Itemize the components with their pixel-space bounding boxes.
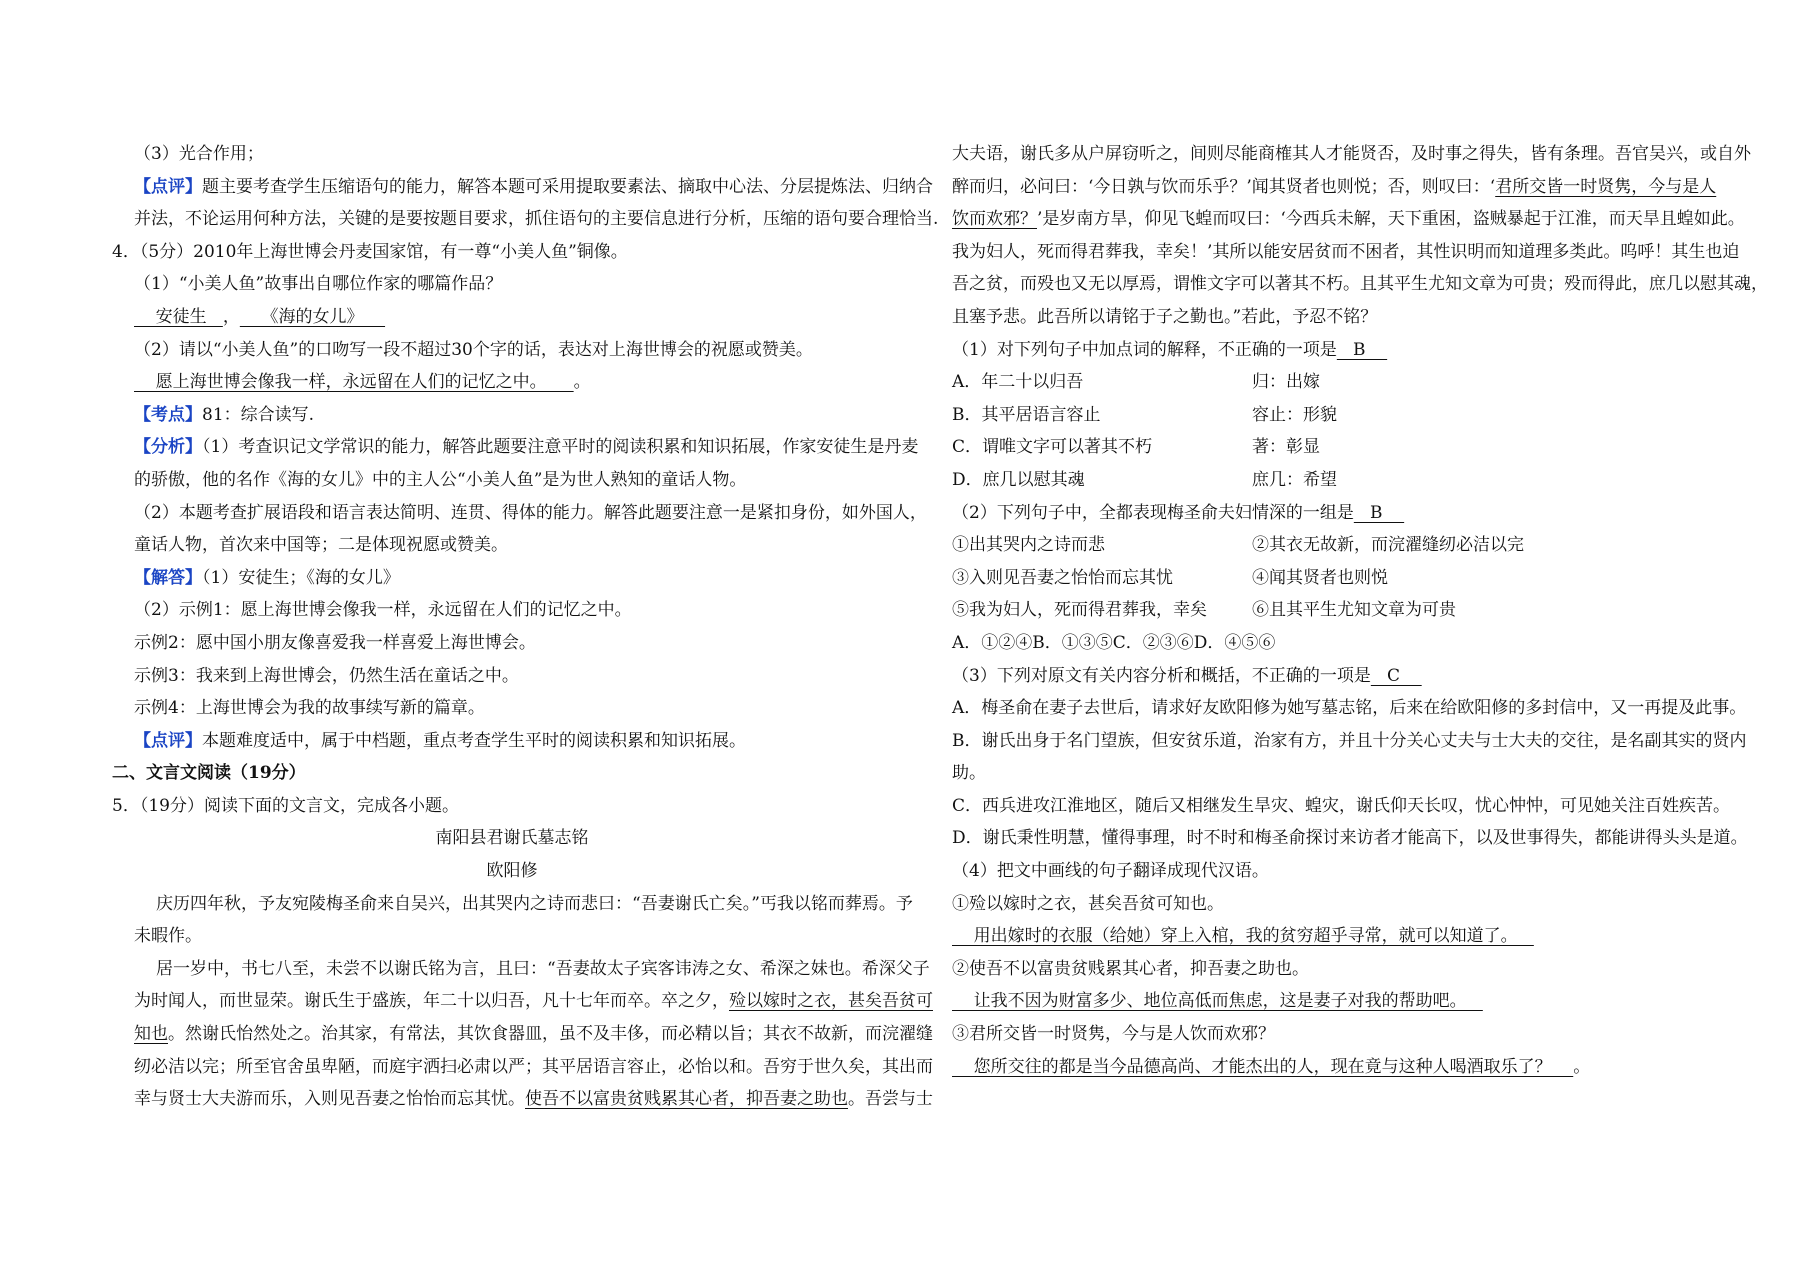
line-text: ②使吾不以富贵贫贱累其心者，抑吾妻之助也。: [952, 958, 1309, 979]
text-line: [112, 627, 912, 660]
text-line: [952, 920, 1722, 953]
text-line: [112, 301, 912, 334]
option-cell: 归：出嫁: [1252, 372, 1320, 393]
text-line: [112, 920, 912, 953]
underlined-text: 《海的女儿》: [239, 306, 386, 327]
text-line: [952, 594, 1722, 627]
line-text: 助。: [952, 763, 986, 784]
text-line: [952, 953, 1722, 986]
text-line: [112, 953, 930, 986]
line-text: （1）对下列句子中加点词的解释，不正确的一项是: [952, 339, 1337, 360]
line-text: 二、文言文阅读（19分）: [112, 763, 306, 784]
text-line: [952, 236, 1740, 269]
text-line: [112, 692, 912, 725]
line-text: ’是岁南方旱，仰见飞蝗而叹曰：‘今西兵未解，天下重困，盗贼暴起于江淮，而天旱且蝗如此。: [1037, 209, 1745, 230]
text-line: [952, 855, 1722, 888]
underlined-text: 用出嫁时的衣服（给她）穿上入棺，我的贫穷超乎寻常，就可以知道了。: [952, 926, 1534, 947]
text-line: [952, 627, 1722, 660]
line-text: D．谢氏秉性明慧，懂得事理，时不时和梅圣俞探讨来访者才能高下，以及世事得失，都能讲得头头是道。: [952, 828, 1748, 849]
underlined-text: 使吾不以富贵贫贱累其心者，抑吾妻之助也: [525, 1089, 848, 1110]
line-text: 童话人物，首次来中国等；二是体现祝愿或赞美。: [134, 535, 508, 556]
text-line: [952, 399, 1722, 432]
text-line: [952, 497, 1722, 530]
line-text: 题主要考查学生压缩语句的能力，解答本题可采用提取要素法、摘取中心法、分层提炼法、归纳合: [202, 176, 933, 197]
line-text: 4．（5分）2010年上海世博会丹麦国家馆，有一尊“小美人鱼”铜像。: [112, 241, 628, 262]
text-line: [952, 1018, 1722, 1051]
text-line: [112, 171, 933, 204]
text-line: [112, 497, 927, 530]
underlined-text: 君所交皆一时贤隽，今与是人: [1495, 176, 1717, 197]
line-text: A．①②④B．①③⑤C．②③⑥D．④⑤⑥: [952, 632, 1276, 653]
text-line: [112, 757, 912, 790]
line-text: （3）光合作用；: [134, 144, 264, 164]
text-line: [952, 822, 1748, 855]
line-text: 并法，不论运用何种方法，关键的是要按题目要求，抓住语句的主要信息进行分析，压缩的语句要合理恰当.: [134, 209, 939, 230]
line-text: （1）安徒生；《海的女儿》: [202, 567, 400, 588]
line-text: 幸与贤士大夫游而乐，入则见吾妻之怡怡而忘其忧。: [134, 1089, 525, 1110]
option-cell: ⑤我为妇人，死而得君葬我，幸矣: [952, 600, 1207, 621]
line-text: （1）“小美人鱼”故事出自哪位作家的哪篇作品？: [134, 274, 503, 295]
option-cell: 庶几：希望: [1252, 469, 1337, 490]
line-text: ，: [222, 306, 240, 327]
text-line: [112, 1083, 933, 1116]
text-line: [952, 301, 1722, 334]
underlined-text: 安徒生: [134, 306, 223, 327]
text-line: [952, 171, 1722, 204]
line-text: （2）下列句子中，全都表现梅圣俞夫妇情深的一组是: [952, 502, 1354, 523]
option-cell: D．庶几以慰其魂: [952, 469, 1085, 490]
line-text: 。吾尝与士: [848, 1089, 933, 1110]
option-cell: B．其平居语言容止: [952, 404, 1101, 425]
underlined-text: 饮而欢邪？: [952, 209, 1037, 230]
underlined-text: 愿上海世博会像我一样，永远留在人们的记忆之中。: [134, 372, 574, 393]
underlined-text: B: [1336, 339, 1388, 360]
line-text: 大夫语，谢氏多从户屏窃听之，间则尽能商榷其人才能贤否，及时事之得失，皆有条理。吾官吴兴，或自外: [952, 144, 1751, 164]
line-text: （4）把文中画线的句子翻译成现代汉语。: [952, 861, 1269, 882]
underlined-text: 让我不因为财富多少、地位高低而焦虑，这是妻子对我的帮助吧。: [952, 991, 1483, 1012]
text-line: [952, 888, 1722, 921]
line-text: （3）下列对原文有关内容分析和概括，不正确的一项是: [952, 665, 1371, 686]
line-text: （2）示例1：愿上海世博会像我一样，永远留在人们的记忆之中。: [134, 600, 632, 621]
text-line: [112, 431, 919, 464]
line-text: 示例2：愿中国小朋友像喜爱我一样喜爱上海世博会。: [134, 632, 536, 653]
underlined-text: 知也: [134, 1024, 168, 1045]
option-cell: C．谓唯文字可以著其不朽: [952, 437, 1153, 458]
line-text: （2）本题考查扩展语段和语言表达简明、连贯、得体的能力。解答此题要注意一是紧扣身份，如外国人，: [134, 502, 927, 523]
line-text: 。然谢氏怡然处之。治其家，有常法，其饮食器皿，虽不及丰侈，而必精以旨；其衣不故新，而浣濯缝: [168, 1024, 933, 1045]
underlined-text: C: [1370, 665, 1422, 686]
text-line: [112, 366, 912, 399]
text-line: [952, 203, 1745, 236]
line-text: 为时闻人，而世显荣。谢氏生于盛族，年二十以归吾，凡十七年而卒。卒之夕，: [134, 991, 729, 1012]
line-text: 南阳县君谢氏墓志铭: [435, 828, 589, 849]
text-line: [112, 399, 912, 432]
text-line: [112, 725, 912, 758]
text-line: [112, 203, 939, 236]
text-line: [952, 692, 1747, 725]
option-cell: 容止：形貌: [1252, 404, 1337, 425]
line-text: 纫必洁以完；所至官舍虽卑陋，而庭宇洒扫必肃以严；其平居语言容止，必怡以和。吾穷于世久矣，其出而: [134, 1056, 933, 1077]
line-text: B．谢氏出身于名门望族，但安贫乐道，治家有方，并且十分关心丈夫与士大夫的交往，是名副其实的贤内: [952, 730, 1747, 751]
line-text: C．西兵进攻江淮地区，随后又相继发生旱灾、蝗灾，谢氏仰天长叹，忧心忡忡，可见她关注百姓疾苦。: [952, 795, 1731, 816]
text-line: [952, 725, 1747, 758]
line-text: 的骄傲，他的名作《海的女儿》中的主人公“小美人鱼”是为世人熟知的童话人物。: [134, 469, 747, 490]
line-text: 未暇作。: [134, 926, 202, 947]
text-line: [112, 562, 912, 595]
line-text: （1）考查识记文学常识的能力，解答此题要注意平时的阅读积累和知识拓展，作家安徒生是丹麦: [202, 437, 919, 458]
line-text: 我为妇人，死而得君葬我，幸矣！’其所以能安居贫而不困者，其性识明而知道理多类此。呜呼！其生也迫: [952, 241, 1740, 262]
underlined-text: 殓以嫁时之衣，甚矣吾贫可: [729, 991, 933, 1012]
text-line: [112, 236, 912, 269]
text-line: [952, 464, 1722, 497]
option-cell: ②其衣无故新，而浣濯缝纫必洁以完: [1252, 535, 1524, 556]
line-text: 本题难度适中，属于中档题，重点考查学生平时的阅读积累和知识拓展。: [202, 730, 746, 751]
option-cell: ①出其哭内之诗而悲: [952, 535, 1105, 556]
underlined-text: 您所交往的都是当今品德高尚、才能杰出的人，现在竟与这种人喝酒取乐了？: [952, 1056, 1574, 1077]
line-text: 醉而归，必问曰：‘今日孰与饮而乐乎？’闻其贤者也则悦；否，则叹曰：‘: [952, 176, 1496, 197]
text-line: [112, 464, 912, 497]
text-line: [112, 1018, 933, 1051]
section-tag: 【点评】: [134, 176, 202, 197]
text-line: [112, 1051, 933, 1084]
line-text: 且塞予悲。此吾所以请铭于子之勤也。”若此，予忍不铭？: [952, 306, 1378, 327]
line-text: ③君所交皆一时贤隽，今与是人饮而欢邪？: [952, 1024, 1275, 1045]
text-line: [952, 1051, 1722, 1084]
text-line: [112, 985, 933, 1018]
text-line: [112, 594, 912, 627]
text-line: [952, 529, 1722, 562]
text-line: [952, 757, 1722, 790]
text-line: [952, 334, 1722, 367]
text-line: [952, 790, 1731, 823]
right-column: [952, 138, 1768, 1083]
option-cell: ③入则见吾妻之怡怡而忘其忧: [952, 567, 1173, 588]
text-line: [952, 985, 1722, 1018]
text-line: [112, 790, 912, 823]
text-line: [112, 334, 912, 367]
line-text: 。: [1573, 1056, 1591, 1077]
section-tag: 【解答】: [134, 567, 202, 588]
text-line: [952, 268, 1768, 301]
line-text: 81：综合读写.: [202, 404, 315, 425]
line-text: ①殓以嫁时之衣，甚矣吾贫可知也。: [952, 893, 1224, 914]
text-line: [952, 366, 1722, 399]
line-text: 示例4：上海世博会为我的故事续写新的篇章。: [134, 698, 485, 719]
text-line: [112, 268, 912, 301]
text-line: [112, 660, 912, 693]
text-line: [112, 888, 912, 921]
line-text: 庆历四年秋，予友宛陵梅圣俞来自吴兴，出其哭内之诗而悲曰：“吾妻谢氏亡矣。”丐我以铭而葬焉。予: [156, 893, 913, 914]
text-line: [952, 138, 1751, 171]
option-cell: ⑥且其平生尤知文章为可贵: [1252, 600, 1456, 621]
text-line: [112, 822, 912, 855]
line-text: 5．（19分）阅读下面的文言文，完成各小题。: [112, 795, 459, 816]
text-line: [112, 855, 912, 888]
text-line: [952, 660, 1722, 693]
line-text: A．梅圣俞在妻子去世后，请求好友欧阳修为她写墓志铭，后来在给欧阳修的多封信中，又一再提及此事。: [952, 698, 1747, 719]
line-text: 欧阳修: [486, 861, 538, 882]
text-line: [112, 138, 912, 171]
line-text: 。: [573, 372, 591, 393]
section-tag: 【点评】: [134, 730, 202, 751]
section-tag: 【考点】: [134, 404, 202, 425]
line-text: 居一岁中，书七八至，未尝不以谢氏铭为言，且曰：“吾妻故太子宾客讳涛之女、希深之妹也。希深父子: [156, 958, 930, 979]
option-cell: ④闻其贤者也则悦: [1252, 567, 1388, 588]
text-line: [952, 431, 1722, 464]
option-cell: A．年二十以归吾: [952, 372, 1084, 393]
section-tag: 【分析】: [134, 437, 202, 458]
option-cell: 著：彰显: [1252, 437, 1320, 458]
line-text: 吾之贫，而殁也又无以厚焉，谓惟文字可以著其不朽。且其平生尤知文章为可贵；殁而得此，庶几以慰其魂，: [952, 274, 1768, 295]
left-column: [112, 138, 939, 1116]
line-text: （2）请以“小美人鱼”的口吻写一段不超过30个字的话，表达对上海世博会的祝愿或赞美。: [134, 339, 813, 360]
underlined-text: B: [1353, 502, 1405, 523]
line-text: 示例3：我来到上海世博会，仍然生活在童话之中。: [134, 665, 519, 686]
text-line: [112, 529, 912, 562]
text-line: [952, 562, 1722, 595]
